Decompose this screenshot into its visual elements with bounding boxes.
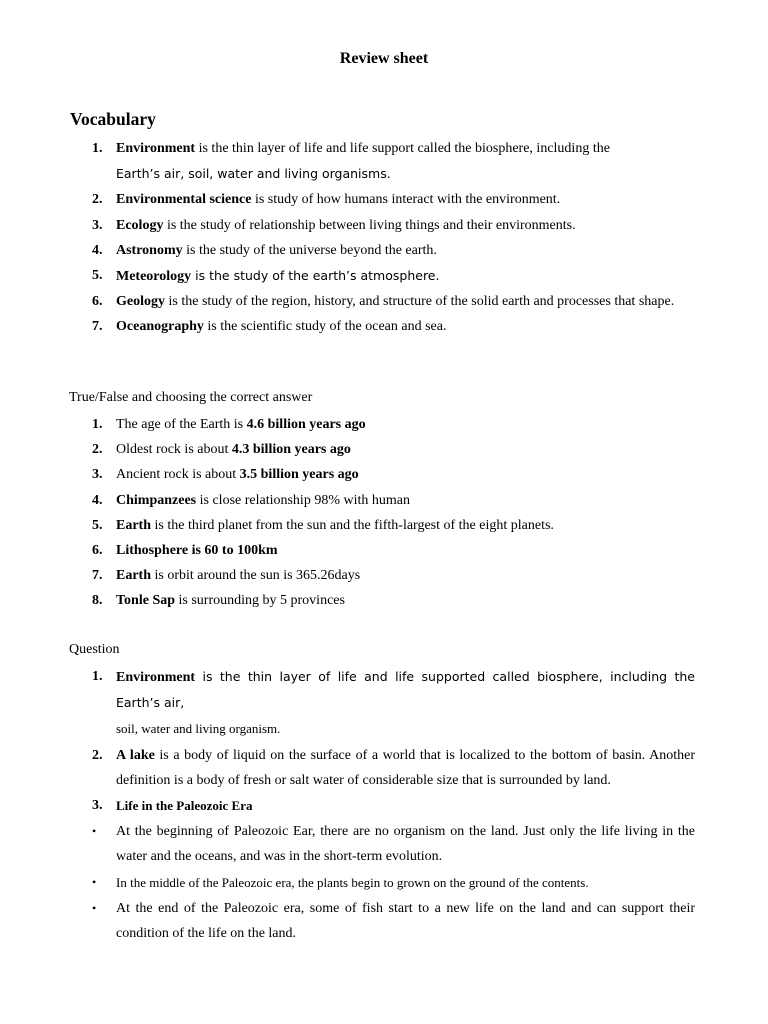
bullet-text: In the middle of the Paleozoic era, the plants begin to grown on the ground of the contents. <box>116 874 589 890</box>
list-item <box>92 238 695 263</box>
item-number: 4. <box>92 242 103 258</box>
text: Ancient rock is about <box>116 467 240 483</box>
term: Environmental science <box>116 192 252 208</box>
list-item <box>92 588 695 613</box>
answer-text-cont: soil, water and living organism. <box>116 721 281 737</box>
text: The age of the Earth is <box>116 417 247 432</box>
vocabulary-list <box>92 136 695 340</box>
item-number: 3. <box>92 467 103 483</box>
bullet-item <box>92 819 695 869</box>
term: Geology <box>116 294 165 310</box>
answer-text: is the thin layer of life and life supported called biosphere, including the Earth’s air, <box>116 669 695 711</box>
item-number: 5. <box>92 517 103 533</box>
item-number: 4. <box>92 492 103 508</box>
bullet-text: At the end of the Paleozoic era, some of fish start to a new life on the land and can support their condition of the life on the land. <box>116 900 695 942</box>
item-number: 7. <box>92 319 103 335</box>
definition: is the study of the universe beyond the earth. <box>182 242 437 258</box>
list-item <box>92 136 695 187</box>
list-item <box>92 664 695 743</box>
item-number: 7. <box>92 568 103 584</box>
item-number: 8. <box>92 593 103 609</box>
list-item <box>92 793 695 819</box>
answer: 4.6 billion years ago <box>246 417 366 432</box>
item-number: 6. <box>92 294 103 310</box>
list-item <box>92 488 695 513</box>
item-number: 1. <box>92 141 103 156</box>
term: Life in the Paleozoic Era <box>116 798 253 814</box>
term: Astronomy <box>116 242 183 258</box>
item-number: 6. <box>92 543 103 559</box>
term: Oceanography <box>116 319 204 335</box>
definition: is the study of relationship between living things and their environments. <box>163 217 576 233</box>
answer: 4.3 billion years ago <box>231 442 351 458</box>
bullet-icon: • <box>92 824 97 839</box>
answer: Earth <box>116 517 151 533</box>
list-item <box>92 263 695 289</box>
item-number: 3. <box>92 798 103 814</box>
item-number: 2. <box>92 747 103 763</box>
list-item <box>92 538 695 563</box>
question-list <box>92 664 695 946</box>
item-number: 5. <box>92 268 103 284</box>
definition: is the study of the region, history, and structure of the solid earth and processes that shape. <box>165 294 675 310</box>
true-false-heading: True/False and choosing the correct answer <box>69 390 313 405</box>
text: is orbit around the sun is 365.26days <box>151 568 361 584</box>
bullet-item <box>92 896 695 946</box>
list-item <box>92 513 695 538</box>
definition: is the study of the earth’s atmosphere. <box>191 268 440 284</box>
item-number: 2. <box>92 192 103 208</box>
term: Meteorology <box>116 269 192 285</box>
answer-text: is a body of liquid on the surface of a world that is localized to the bottom of basin. Another definition is a body of fresh or salt water of considerable size that is surrounded by land. <box>116 747 695 788</box>
text: is close relationship 98% with human <box>196 492 410 508</box>
bullet-item <box>92 870 695 896</box>
list-item <box>92 213 695 238</box>
list-item <box>92 462 695 487</box>
term: Ecology <box>116 217 164 233</box>
true-false-list <box>92 412 695 614</box>
text: is surrounding by 5 provinces <box>175 593 345 609</box>
term: A lake <box>116 747 155 763</box>
list-item <box>92 743 695 793</box>
answer: Chimpanzees <box>116 492 197 508</box>
term: Environment <box>116 670 196 685</box>
vocabulary-heading: Vocabulary <box>70 109 156 129</box>
list-item <box>92 437 695 462</box>
item-number: 3. <box>92 217 103 233</box>
term: Environment <box>116 141 196 156</box>
list-item <box>92 314 695 339</box>
item-number: 1. <box>92 669 103 684</box>
question-heading: Question <box>69 642 120 657</box>
answer: Lithosphere is 60 to 100km <box>116 543 278 559</box>
bullet-icon: • <box>92 900 97 915</box>
definition: is the scientific study of the ocean and sea. <box>203 319 447 335</box>
list-item <box>92 187 695 212</box>
text: is the third planet from the sun and the fifth-largest of the eight planets. <box>151 517 554 533</box>
text: Oldest rock is about <box>116 442 232 458</box>
item-number: 2. <box>92 442 103 458</box>
answer: Earth <box>116 568 151 584</box>
list-item <box>92 563 695 588</box>
answer: 3.5 billion years ago <box>239 467 359 483</box>
bullet-icon: • <box>92 874 97 889</box>
bullet-text: At the beginning of Paleozoic Ear, there are no organism on the land. Just only the life living in the water and the oceans, and was in the short-term evolution. <box>116 824 695 865</box>
item-number: 1. <box>92 417 103 432</box>
list-item <box>92 412 695 437</box>
page-title: Review sheet <box>339 50 429 67</box>
definition: is study of how humans interact with the environment. <box>251 192 561 208</box>
definition: is the thin layer of life and life support called the biosphere, including the <box>195 141 610 156</box>
answer: Tonle Sap <box>116 593 176 609</box>
definition-cont: Earth’s air, soil, water and living organisms. <box>116 166 391 182</box>
list-item <box>92 289 695 314</box>
